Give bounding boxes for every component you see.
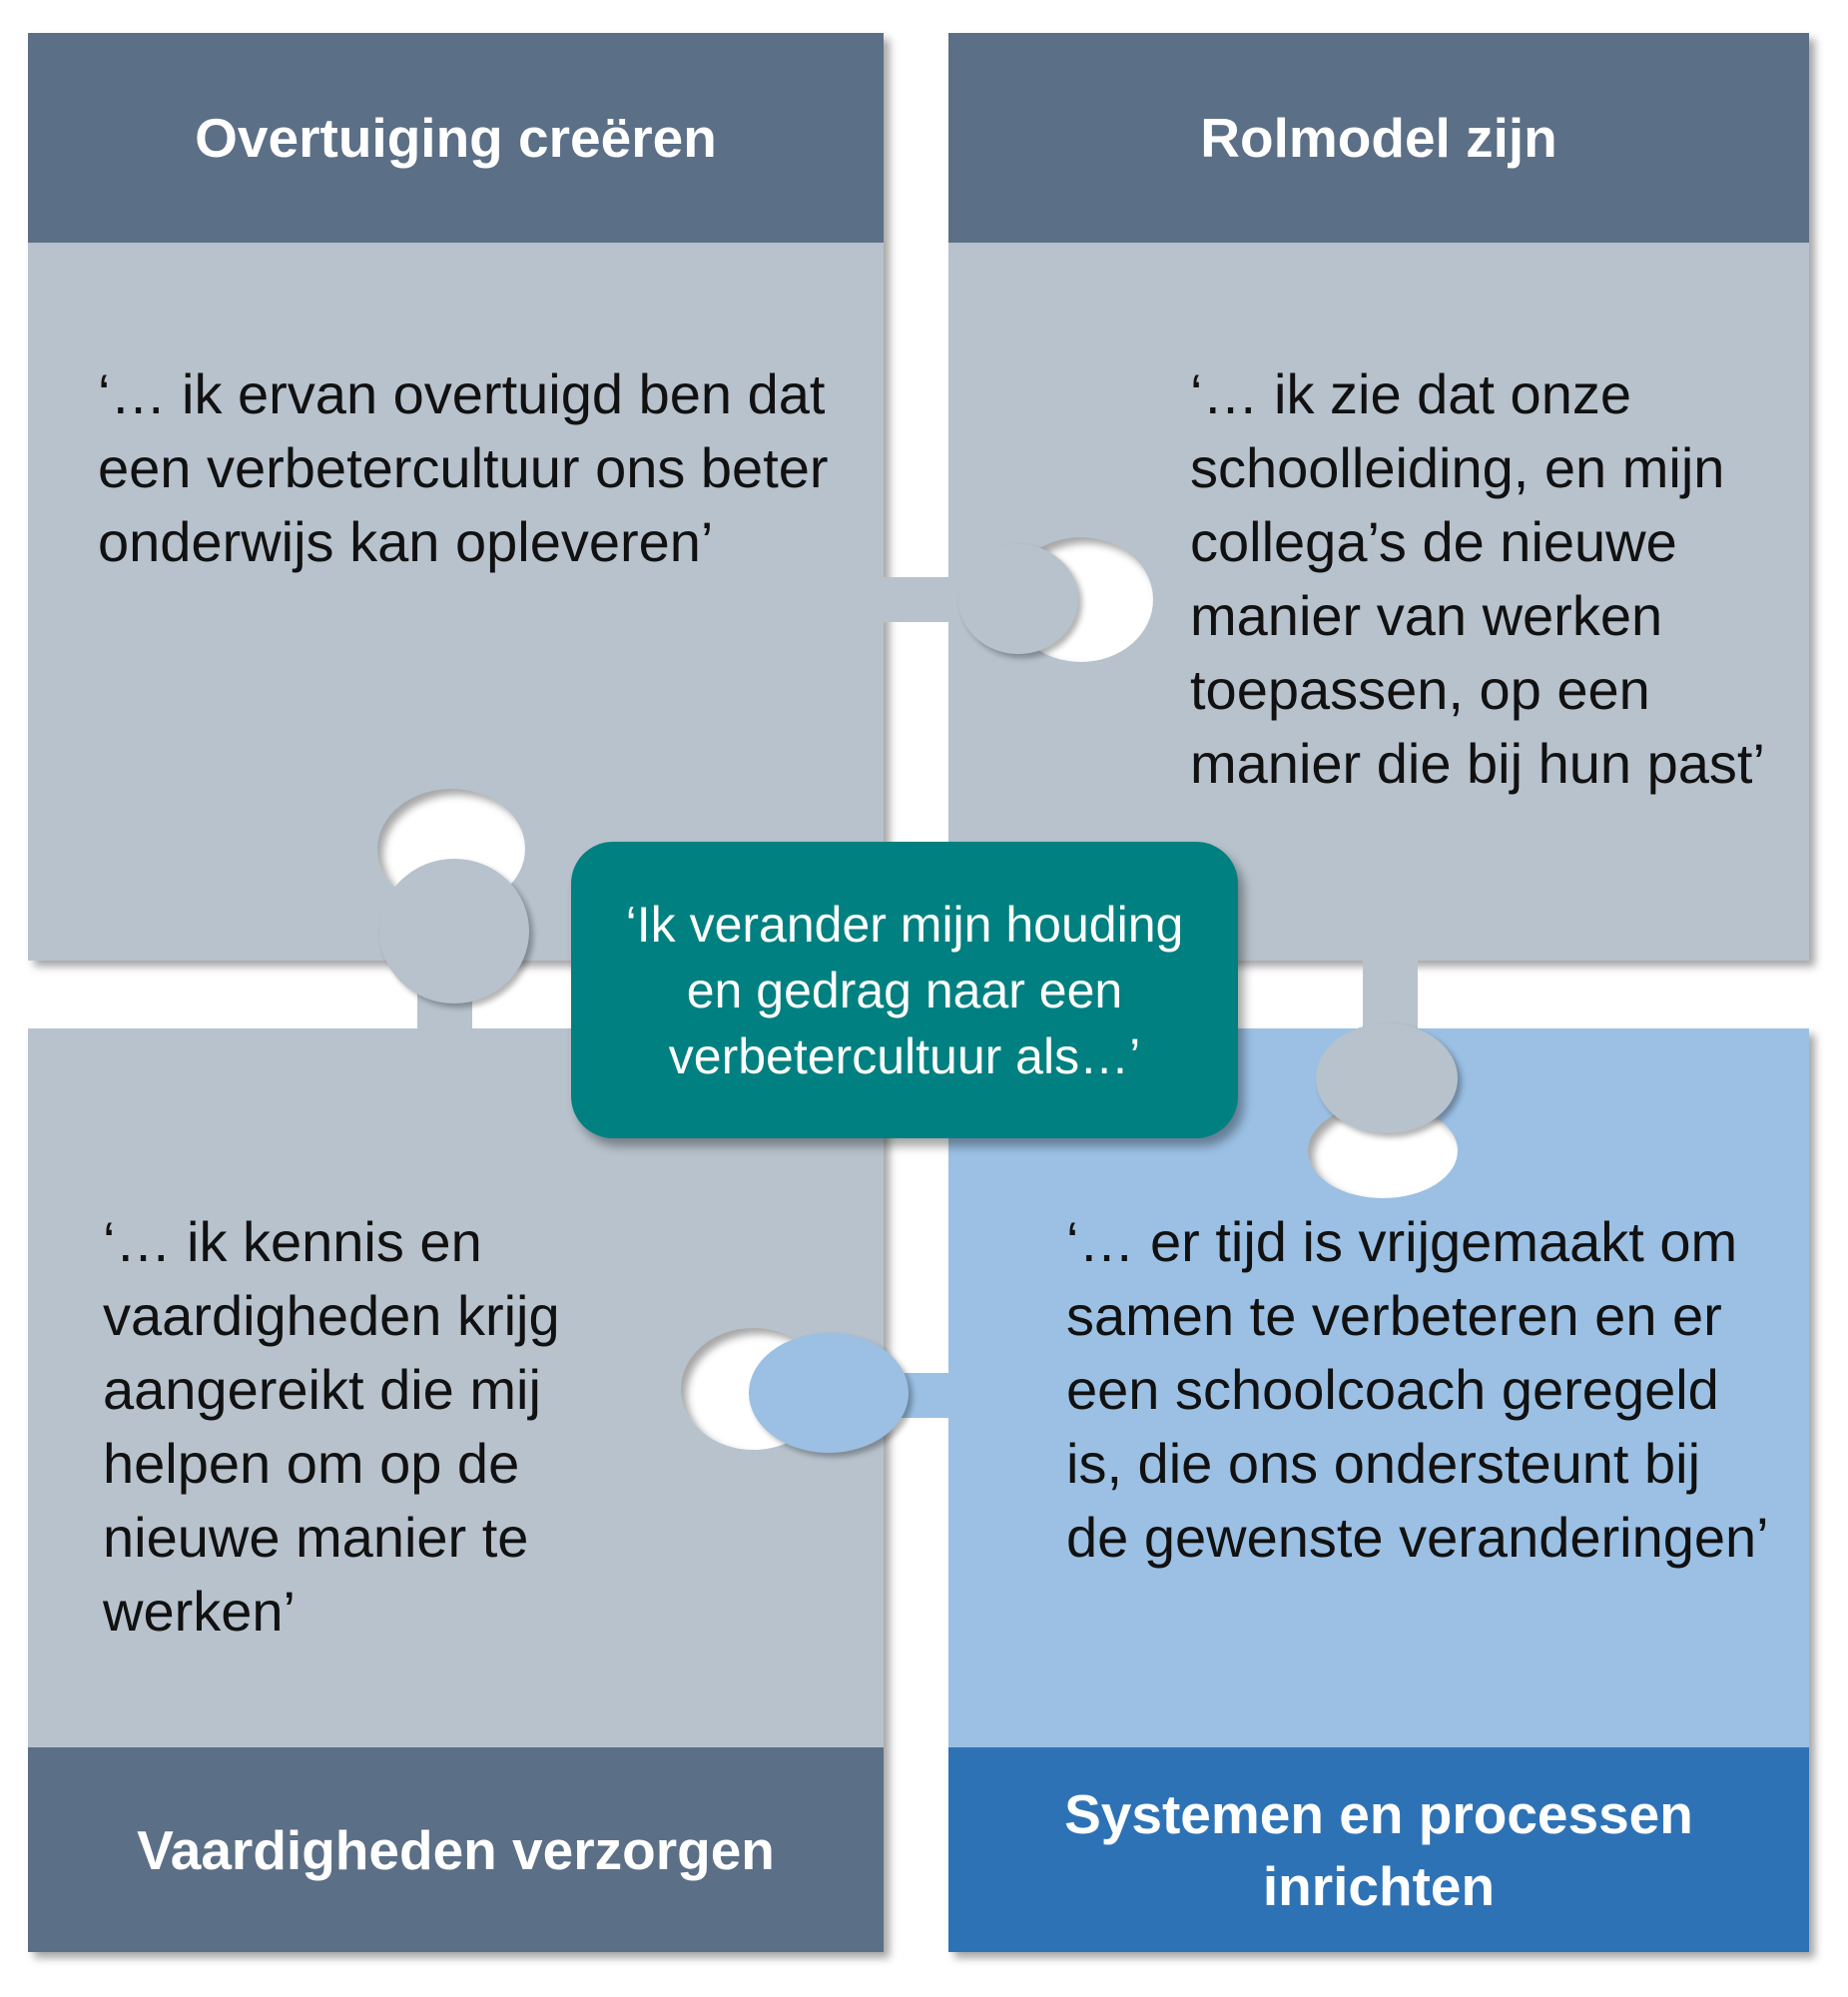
puzzle-piece-rolmodel <box>948 33 1809 961</box>
piece-quote: ‘… er tijd is vrijgemaakt om samen te verbeteren en er een schoolcoach geregeld is, die ons ondersteunt bij de gewenste veranderingen’ <box>1066 1210 1769 1569</box>
puzzle-knob <box>958 544 1078 654</box>
piece-title-banner <box>28 1747 884 1952</box>
puzzle-knob <box>1316 1023 1458 1133</box>
piece-title-banner <box>948 33 1809 243</box>
piece-title-banner <box>28 33 884 243</box>
piece-title-banner <box>948 1747 1809 1952</box>
connector-bridge <box>879 577 958 622</box>
piece-quote: ‘… ik zie dat onze schoolleiding, en mijn collega’s de nieuwe manier van werken toepassen, op een manier die bij hun past’ <box>1190 362 1765 795</box>
piece-title: Rolmodel zijn <box>1200 107 1557 169</box>
piece-title: Overtuiging creëren <box>195 107 717 169</box>
piece-title: Systemen en processen inrichten <box>1064 1782 1693 1917</box>
center-statement-text: ‘Ik verander mijn houding en gedrag naar een verbetercultuur als…’ <box>625 896 1184 1084</box>
piece-quote: ‘… ik ervan overtuigd ben dat een verbetercultuur ons beter onderwijs kan opleveren’ <box>98 362 829 573</box>
puzzle-knob <box>379 859 529 1003</box>
piece-title: Vaardigheden verzorgen <box>137 1818 775 1881</box>
piece-quote: ‘… ik kennis en vaardigheden krijg aangereikt die mij helpen om op de nieuwe manier te werken’ <box>103 1210 560 1643</box>
puzzle-piece-vaardigheden <box>28 1028 884 1952</box>
center-statement <box>571 842 1238 1138</box>
puzzle-knob <box>749 1333 909 1453</box>
